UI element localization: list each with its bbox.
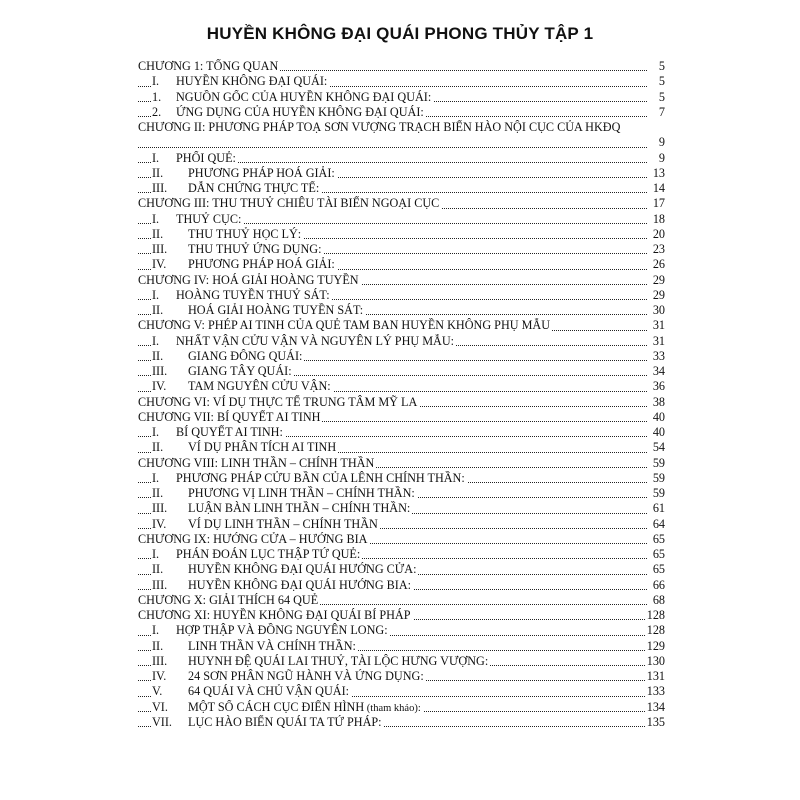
toc-entry-text: TAM NGUYÊN CỬU VẬN: [188, 379, 331, 394]
toc-entry[interactable] [138, 593, 665, 608]
subsection-title [152, 349, 304, 364]
page-number: 59 [652, 486, 665, 500]
toc-entry-number: I. [152, 211, 160, 226]
subsection-title [152, 517, 380, 532]
toc-entry[interactable] [138, 212, 665, 227]
toc-entry-text: 24 SƠN PHÂN NGŨ HÀNH VÀ ỨNG DỤNG: [188, 669, 424, 683]
section-title [152, 623, 390, 638]
page-number: 68 [652, 592, 665, 607]
toc-entry-number: I. [152, 74, 160, 89]
subsection-title [152, 379, 333, 394]
section-title [152, 105, 426, 120]
toc-entry[interactable] [138, 623, 665, 638]
subsection-title [152, 684, 351, 699]
toc-entry-number: 2. [152, 104, 162, 119]
toc-entry[interactable] [138, 654, 665, 669]
toc-entry-text: VÍ DỤ LINH THẦN – CHÍNH THẦN [188, 516, 378, 531]
subsection-title [152, 257, 337, 272]
toc-entry-text: CHƯƠNG 1: TỔNG QUAN [138, 59, 279, 73]
toc-entry-number: III. [152, 577, 168, 592]
toc-entry-number: I. [152, 470, 160, 485]
section-title [152, 212, 243, 227]
toc-entry-text: PHÁN ĐOÁN LỤC THẬP TỨ QUẺ: [176, 547, 361, 561]
toc-entry[interactable] [138, 669, 665, 684]
toc-entry[interactable] [138, 456, 665, 471]
toc-entry-text: NGUỒN GỐC CỦA HUYỀN KHÔNG ĐẠI QUÁI: [176, 89, 432, 104]
page-number: 9 [658, 135, 665, 150]
toc-entry-number: II. [152, 303, 164, 317]
page-number: 66 [652, 577, 665, 592]
toc-entry-text: CHƯƠNG IX: HƯỚNG CỬA – HƯỚNG BIA [138, 531, 368, 546]
toc-entry[interactable] [138, 90, 665, 105]
page-number: 65 [652, 531, 665, 546]
toc-entry-text: CHƯƠNG X: GIẢI THÍCH 64 QUẺ [138, 592, 319, 607]
toc-entry-text: PHƯƠNG PHÁP CỬU BẦN CỦA LÊNH CHÍNH THẦN: [176, 470, 465, 485]
page-number: 129 [646, 638, 665, 653]
toc-entry-number: III. [152, 501, 168, 516]
subsection-title [152, 700, 423, 715]
toc-entry[interactable] [138, 440, 665, 455]
page-number: 26 [652, 257, 665, 272]
page-number: 5 [658, 74, 665, 89]
toc-entry-text: LINH THẦN VÀ CHÍNH THẦN: [188, 638, 356, 653]
toc-entry[interactable] [138, 471, 665, 486]
toc-entry-number: I. [152, 150, 160, 165]
toc-entry-number: II. [152, 165, 164, 180]
toc-entry-text: HUYỀN KHÔNG ĐẠI QUÁI HƯỚNG CỬA: [188, 562, 417, 577]
toc-entry-text: CHƯƠNG IV: HOÁ GIẢI HOÀNG TUYỀN [138, 272, 359, 287]
toc-entry-text: THU THUỶ ỨNG DỤNG: [188, 242, 322, 256]
page-number: 65 [652, 547, 665, 561]
subsection-title [152, 669, 426, 684]
page-number: 36 [652, 379, 665, 394]
toc-entry-text: LỤC HÀO BIẾN QUÁI TA TỨ PHÁP: [188, 714, 382, 729]
dot-leader [138, 147, 647, 148]
page-number: 31 [652, 333, 665, 348]
section-title [152, 334, 456, 349]
toc-entry-text: CHƯƠNG VI: VÍ DỤ THỰC TẾ TRUNG TÂM MỸ LA [138, 394, 418, 409]
toc-entry-text: HỢP THẬP VÀ ĐỒNG NGUYÊN LONG: [176, 623, 388, 638]
section-title [152, 151, 238, 166]
page-number: 13 [652, 165, 665, 180]
toc-entry-note: (tham khảo): [364, 702, 421, 714]
page-number: 134 [646, 699, 665, 714]
page-number: 38 [652, 394, 665, 409]
page-number: 33 [652, 348, 665, 363]
page-number: 135 [646, 714, 665, 729]
subsection-title [152, 654, 490, 669]
toc-entry[interactable] [138, 181, 665, 196]
toc-entry-text: CHƯƠNG XI: HUYỀN KHÔNG ĐẠI QUÁI BÍ PHÁP [138, 608, 411, 622]
toc-entry-number: II. [152, 638, 164, 653]
page-number: 128 [646, 608, 665, 622]
subsection-title [152, 562, 418, 577]
section-title [152, 288, 332, 303]
toc-entry[interactable] [138, 532, 665, 547]
toc-entry-text: DẪN CHỨNG THỰC TẾ: [188, 181, 320, 195]
toc-entry[interactable] [138, 196, 665, 211]
section-title [152, 74, 329, 89]
toc-entry-text: HUYỀN KHÔNG ĐẠI QUÁI HƯỚNG BIA: [188, 577, 412, 592]
toc-entry-text: PHƯƠNG VỊ LINH THẦN – CHÍNH THẦN: [188, 486, 415, 500]
page-number: 30 [652, 303, 665, 317]
toc-entry-text: CHƯƠNG II: PHƯƠNG PHÁP TOẠ SƠN VƯỢNG TRẠCH BIẾN HÀO NỘI CỤC CỦA HKĐQ [138, 120, 621, 134]
toc-entry[interactable] [138, 547, 665, 562]
toc-entry-text: HUYNH ĐỆ QUÁI LAI THUỶ, TÀI LỘC HƯNG VƯỢNG: [188, 653, 489, 668]
toc-entry-number: V. [152, 684, 163, 699]
toc-entry[interactable] [138, 257, 665, 272]
toc-entry-text: CHƯƠNG III: THU THUỶ CHIÊU TÀI BIẾN NGOẠI CỤC [138, 196, 440, 211]
toc-entry-text: 64 QUÁI VÀ CHỦ VẬN QUÁI: [188, 684, 350, 699]
toc-entry[interactable] [138, 59, 665, 74]
toc-entry-text: PHƯƠNG PHÁP HOÁ GIẢI: [188, 257, 335, 272]
subsection-title [152, 578, 413, 593]
toc-entry[interactable] [138, 120, 665, 151]
toc-entry-number: II. [152, 440, 164, 455]
page-number: 17 [652, 196, 665, 211]
section-title [152, 471, 467, 486]
toc-entry-text: PHỐI QUẺ: [176, 150, 236, 165]
page-number: 130 [646, 653, 665, 668]
toc-entry[interactable] [138, 242, 665, 257]
toc-entry-text: BÍ QUYẾT AI TINH: [176, 425, 283, 439]
toc-entry[interactable] [138, 425, 665, 440]
page-number: 131 [646, 669, 665, 683]
chapter-title [138, 196, 441, 211]
chapter-title [138, 395, 419, 410]
toc-entry-number: VII. [152, 714, 172, 729]
section-title [152, 425, 285, 440]
toc-entry-number: VI. [152, 699, 168, 714]
subsection-title [152, 303, 365, 318]
page-number: 40 [652, 409, 665, 424]
subsection-title [152, 715, 384, 730]
toc-entry-number: III. [152, 181, 168, 195]
toc-entry-text: NHẤT VẬN CỬU VẬN VÀ NGUYÊN LÝ PHỤ MẪU: [176, 333, 455, 348]
toc-entry-number: 1. [152, 89, 162, 104]
chapter-title [138, 273, 361, 288]
toc-entry[interactable] [138, 349, 665, 364]
toc-entry-number: II. [152, 562, 164, 577]
toc-entry-number: III. [152, 242, 168, 256]
toc-entry-text: LUẬN BÀN LINH THẦN – CHÍNH THẦN: [188, 501, 411, 516]
toc-entry[interactable] [138, 562, 665, 577]
page-number: 128 [646, 623, 665, 638]
chapter-title [138, 593, 320, 608]
toc-entry-number: I. [152, 425, 160, 439]
toc-entry-text: CHƯƠNG V: PHÉP AI TINH CỦA QUẺ TAM BAN HUYỀN KHÔNG PHỤ MẪU [138, 318, 551, 333]
page-number: 14 [652, 181, 665, 195]
page-number: 23 [652, 242, 665, 256]
chapter-title [138, 120, 640, 135]
chapter-title [138, 532, 369, 547]
page-number: 5 [658, 89, 665, 104]
toc-entry[interactable] [138, 578, 665, 593]
toc-entry-number: II. [152, 486, 164, 500]
toc-entry-number: IV. [152, 669, 167, 683]
toc-entry[interactable] [138, 74, 665, 89]
toc-entry[interactable] [138, 486, 665, 501]
chapter-title [138, 608, 413, 623]
toc-entry[interactable] [138, 684, 665, 699]
subsection-title [152, 486, 417, 501]
chapter-title [138, 318, 552, 333]
toc-entry-text: THUỶ CỤC: [176, 211, 242, 226]
toc-entry[interactable] [138, 105, 665, 120]
toc-entry-number: III. [152, 653, 168, 668]
page-number: 20 [652, 226, 665, 241]
toc-entry[interactable] [138, 151, 665, 166]
toc-entry-text: ỨNG DỤNG CỦA HUYỀN KHÔNG ĐẠI QUÁI: [176, 104, 424, 119]
table-of-contents [138, 59, 665, 730]
toc-entry[interactable] [138, 288, 665, 303]
toc-entry-text: HOÁ GIẢI HOÀNG TUYỀN SÁT: [188, 303, 364, 317]
section-title [152, 90, 433, 105]
page-number: 65 [652, 562, 665, 577]
chapter-title [138, 410, 322, 425]
toc-entry[interactable] [138, 517, 665, 532]
toc-entry-number: II. [152, 348, 164, 363]
page-number: 59 [652, 470, 665, 485]
toc-entry[interactable] [138, 501, 665, 516]
toc-entry-text: CHƯƠNG VII: BÍ QUYẾT AI TINH [138, 409, 321, 424]
toc-entry-number: I. [152, 287, 160, 302]
page-number: 133 [646, 684, 665, 699]
toc-entry-text: GIANG ĐÔNG QUÁI: [188, 348, 303, 363]
section-title [152, 547, 362, 562]
page-number: 5 [658, 59, 665, 73]
page-number: 34 [652, 364, 665, 378]
page-number: 40 [652, 425, 665, 439]
toc-entry[interactable] [138, 273, 665, 288]
toc-entry-text: HOÀNG TUYỀN THUỶ SÁT: [176, 287, 330, 302]
subsection-title [152, 242, 323, 257]
toc-entry-text: HUYỀN KHÔNG ĐẠI QUÁI: [176, 74, 328, 89]
page-number: 7 [658, 104, 665, 119]
toc-entry-text: PHƯƠNG PHÁP HOÁ GIẢI: [188, 165, 335, 180]
page-number: 31 [652, 318, 665, 333]
toc-entry-number: IV. [152, 516, 167, 531]
page-number: 9 [658, 150, 665, 165]
page-number: 61 [652, 501, 665, 516]
page-number: 29 [652, 287, 665, 302]
chapter-title [138, 456, 376, 471]
toc-entry[interactable] [138, 166, 665, 181]
toc-entry[interactable] [138, 700, 665, 715]
toc-entry[interactable] [138, 410, 665, 425]
chapter-title [138, 59, 280, 74]
subsection-title [152, 227, 303, 242]
subsection-title [152, 181, 321, 196]
toc-entry-number: I. [152, 333, 160, 348]
toc-entry-text: GIANG TÂY QUÁI: [188, 364, 292, 378]
toc-entry-text: VÍ DỤ PHÂN TÍCH AI TINH [188, 440, 337, 455]
toc-entry[interactable] [138, 364, 665, 379]
subsection-title [152, 364, 294, 379]
subsection-title [152, 639, 358, 654]
page-number: 18 [652, 211, 665, 226]
toc-entry-text: MỘT SỐ CÁCH CỤC ĐIỂN HÌNH [188, 699, 365, 714]
toc-entry-number: IV. [152, 379, 167, 394]
toc-entry[interactable] [138, 639, 665, 654]
page-number: 59 [652, 455, 665, 470]
toc-entry-text: CHƯƠNG VIII: LINH THẦN – CHÍNH THẦN [138, 455, 375, 470]
toc-entry-number: IV. [152, 257, 167, 272]
toc-entry[interactable] [138, 715, 665, 730]
subsection-title [152, 440, 338, 455]
toc-entry-number: II. [152, 226, 164, 241]
toc-entry-number: I. [152, 547, 160, 561]
toc-entry-text: THU THUỶ HỌC LÝ: [188, 226, 302, 241]
toc-entry[interactable] [138, 318, 665, 333]
toc-entry-number: III. [152, 364, 168, 378]
page-title: HUYỀN KHÔNG ĐẠI QUÁI PHONG THỦY TẬP 1 [206, 24, 594, 43]
toc-entry[interactable] [138, 334, 665, 349]
subsection-title [152, 166, 337, 181]
page-number: 64 [652, 516, 665, 531]
page-number: 29 [652, 272, 665, 287]
toc-entry[interactable] [138, 608, 665, 623]
toc-entry[interactable] [138, 395, 665, 410]
toc-entry-number: I. [152, 623, 160, 638]
page-number: 54 [652, 440, 665, 455]
subsection-title [152, 501, 412, 516]
toc-entry[interactable] [138, 379, 665, 394]
toc-entry[interactable] [138, 227, 665, 242]
toc-entry[interactable] [138, 303, 665, 318]
